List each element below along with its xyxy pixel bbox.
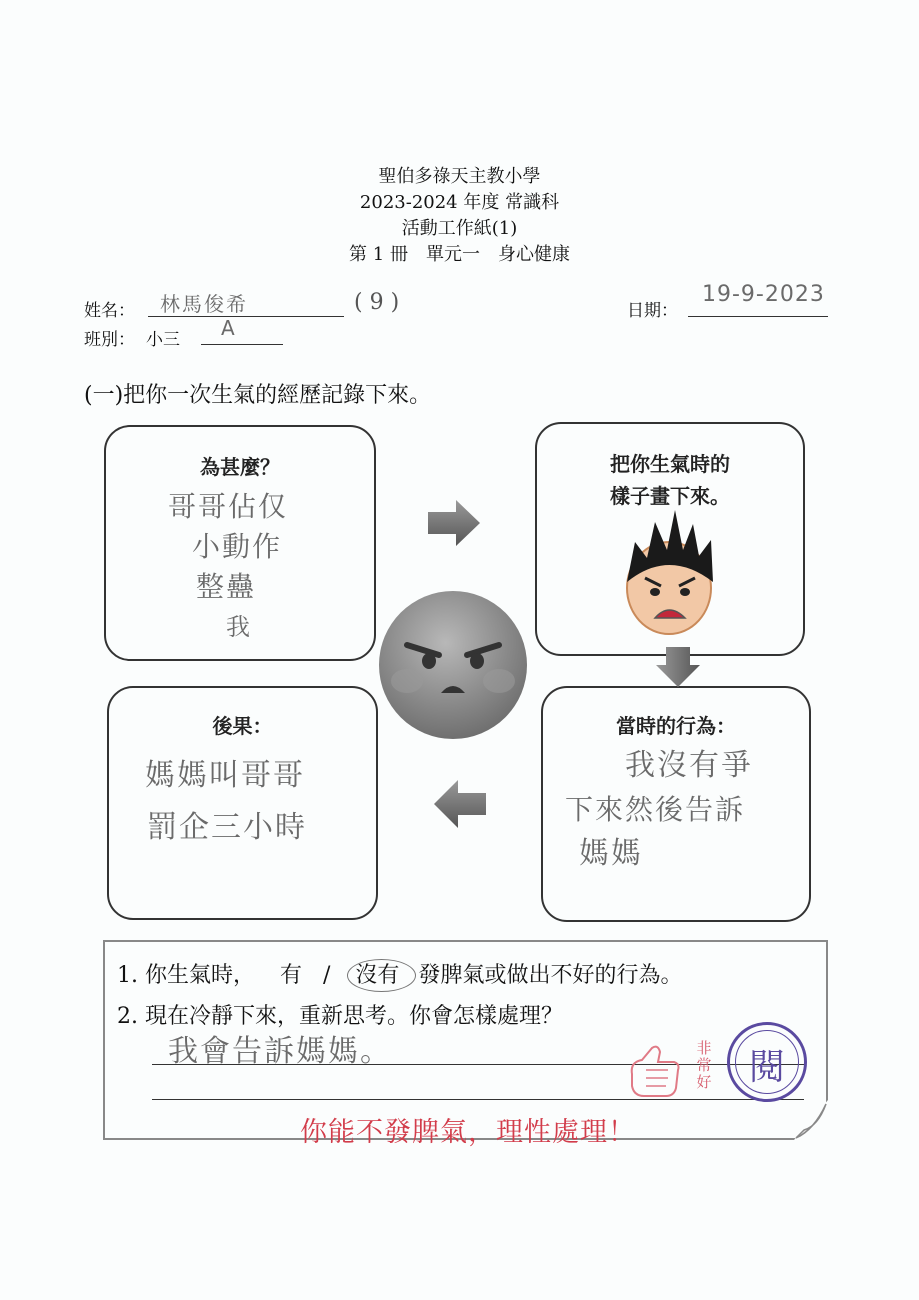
- date-field[interactable]: [688, 282, 828, 317]
- why-answer: [168, 487, 288, 647]
- q2-answer: 我會告訴媽媽。: [168, 1034, 392, 1069]
- result-answer-line: 罰企三小時: [147, 810, 307, 845]
- why-box: [104, 425, 376, 661]
- date-label: 日期：: [627, 301, 678, 321]
- result-title: 後果：: [212, 714, 273, 738]
- q1-option-not-text: 沒有: [355, 963, 400, 988]
- question-1: [117, 958, 682, 989]
- answer-line: [152, 1099, 804, 1100]
- arrow-left-icon: [432, 778, 488, 830]
- class-number: ( 9 ): [354, 290, 400, 315]
- teacher-comment: 你能不發脾氣，理性處理！: [300, 1117, 636, 1148]
- section-title: (一)把你一次生氣的經歷記錄下來。: [84, 383, 432, 408]
- behavior-answer-line: 下來然後告訴: [565, 793, 746, 826]
- unit-title: 第 1 冊 單元一 身心健康: [349, 244, 570, 265]
- why-answer-line: 哥哥佔仅: [168, 490, 289, 523]
- class-field[interactable]: [201, 316, 283, 345]
- date-value: 19-9-2023: [702, 282, 825, 307]
- circle-mark: [347, 959, 416, 992]
- q1-prefix: 1. 你生氣時，: [117, 963, 255, 988]
- school-name: 聖伯多祿天主教小學: [378, 166, 541, 187]
- draw-title-line: 把你生氣時的: [610, 452, 730, 476]
- arrow-right-icon: [426, 498, 482, 548]
- behavior-answer-line: 媽媽: [579, 836, 643, 871]
- angry-face-drawing: [617, 502, 727, 642]
- class-grade: 小三: [146, 330, 180, 350]
- behavior-title: 當時的行為：: [616, 714, 736, 738]
- year-subject: 2023-2024 年度 常識科: [359, 192, 560, 213]
- q1-option-have: 有: [279, 963, 302, 988]
- behavior-answer: [565, 744, 753, 876]
- name-label: 姓名：: [84, 301, 135, 321]
- behavior-answer-line: 我沒有爭: [625, 748, 753, 783]
- read-stamp: [727, 1022, 807, 1102]
- name-value: 林馬俊希: [160, 292, 248, 316]
- arrow-down-icon: [654, 645, 702, 689]
- result-answer: [145, 750, 307, 854]
- class-label: 班別：: [84, 330, 135, 350]
- page-curl-icon: [794, 1100, 828, 1140]
- why-answer-line: 我: [226, 613, 252, 641]
- behavior-box: [541, 686, 811, 922]
- draw-box: [535, 422, 805, 656]
- result-box: [107, 686, 378, 920]
- why-title: 為甚麼？: [200, 455, 280, 479]
- class-value: A: [221, 316, 237, 340]
- q1-option-not[interactable]: [351, 963, 410, 988]
- why-answer-line: 整蠱: [196, 570, 257, 603]
- read-stamp-text: 閱: [748, 1047, 785, 1088]
- why-answer-line: 小動作: [192, 530, 283, 563]
- draw-title-line: 樣子畫下來。: [610, 484, 730, 508]
- result-answer-line: 媽媽叫哥哥: [145, 758, 305, 793]
- q1-suffix: 發脾氣或做出不好的行為。: [418, 963, 683, 988]
- question-2: 2. 現在冷靜下來，重新思考。你會怎樣處理？: [117, 1004, 563, 1029]
- angry-emoji-icon: [377, 589, 529, 741]
- name-field[interactable]: [148, 292, 344, 317]
- praise-stamp-text: 非常好: [696, 1039, 712, 1091]
- q1-slash: /: [323, 963, 331, 988]
- worksheet-title: 活動工作紙(1): [401, 218, 518, 239]
